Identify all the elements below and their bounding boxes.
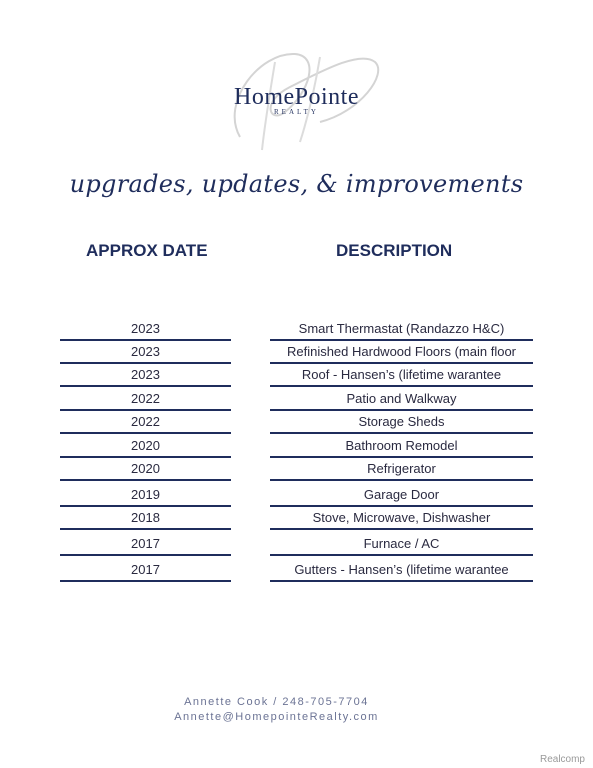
description-cell: Roof - Hansen’s (lifetime warantee [270,367,533,387]
table-row [0,391,593,415]
date-cell: 2023 [60,367,231,387]
description-cell: Patio and Walkway [270,391,533,411]
description-cell: Storage Sheds [270,414,533,434]
table-row [0,321,593,345]
description-cell: Stove, Microwave, Dishwasher [270,510,533,530]
brand-logo [0,40,593,160]
page-title: upgrades, updates, & improvements [69,170,524,198]
watermark: Realcomp [539,754,585,765]
table-row [0,414,593,438]
date-cell: 2023 [60,321,231,341]
brand-subtitle: REALTY [274,108,319,116]
table-row [0,487,593,511]
date-cell: 2018 [60,510,231,530]
description-cell: Refinished Hardwood Floors (main floor [270,344,533,364]
table-row [0,438,593,462]
date-cell: 2020 [60,438,231,458]
description-cell: Refrigerator [270,461,533,481]
brand-name: HomePointe [234,84,359,110]
description-cell: Bathroom Remodel [270,438,533,458]
description-cell: Furnace / AC [270,536,533,556]
table-row [0,562,593,586]
contact-email: Annette@HomepointeRealty.com [174,711,379,723]
table-row [0,367,593,391]
table-row [0,510,593,534]
description-cell: Gutters - Hansen’s (lifetime warantee [270,562,533,582]
date-cell: 2022 [60,391,231,411]
description-cell: Garage Door [270,487,533,507]
date-cell: 2017 [60,562,231,582]
date-cell: 2020 [60,461,231,481]
column-header-description: DESCRIPTION [336,241,453,260]
table-row [0,536,593,560]
description-cell: Smart Thermastat (Randazzo H&C) [270,321,533,341]
table-row [0,344,593,368]
date-cell: 2019 [60,487,231,507]
column-header-date: APPROX DATE [86,241,208,260]
date-cell: 2017 [60,536,231,556]
date-cell: 2022 [60,414,231,434]
contact-name-phone: Annette Cook / 248-705-7704 [184,696,369,708]
table-row [0,461,593,485]
date-cell: 2023 [60,344,231,364]
